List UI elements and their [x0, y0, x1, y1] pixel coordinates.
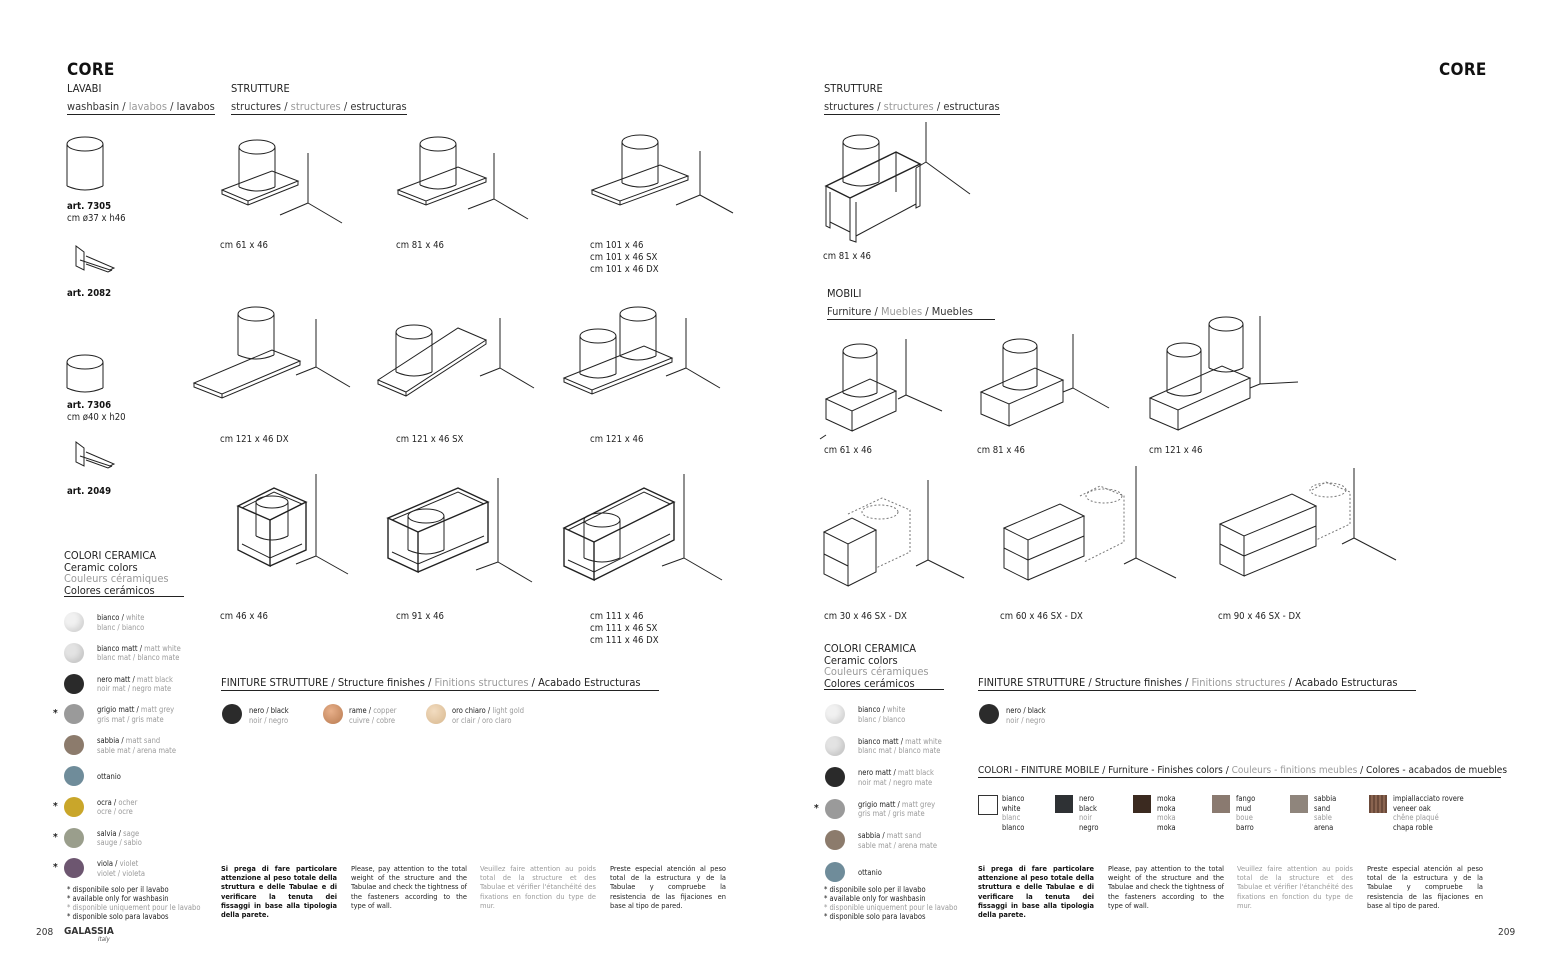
furniture-caption: cm 30 x 46 SX - DX [824, 611, 907, 622]
ceramic-swatch-ocra [64, 797, 84, 817]
structure-finishes-heading: FINITURE STRUTTURE / Structure finishes / Finitions structures / Acabado Estructuras [978, 676, 1416, 691]
finishes-title-fr: Finitions structures [434, 676, 529, 689]
strutture-sub-en: structures [231, 100, 282, 113]
article-code: art. 2082 [67, 288, 112, 299]
finish-swatch-light-gold [426, 704, 446, 724]
ceramic-swatch-bianco [64, 612, 84, 632]
mobili-sub-fr: Muebles [880, 305, 923, 318]
finishes-title-en: Structure finishes [337, 676, 425, 689]
note-line: * disponible solo para lavabos [824, 912, 926, 921]
strutture-sub-es: estructuras [350, 100, 407, 113]
page-number-left: 208 [36, 927, 54, 938]
ceramic-colors-fr: Couleurs céramiques [824, 665, 929, 678]
finishes-title-fr: Finitions structures [1191, 676, 1286, 689]
structure-121-dx-drawing [192, 305, 352, 405]
structure-121-double-drawing [562, 304, 727, 409]
ceramic-swatch-label: bianco / white blanc / bianco [97, 613, 145, 632]
washbasin-7306-drawing [66, 354, 106, 396]
warning-fr: Veuillez faire attention au poids total de la structure et des Tabulae et vérifier l'étanchéité des fixations en fonction du type de mur. [1237, 864, 1353, 910]
ceramic-swatch-label: grigio matt / matt grey gris mat / gris mate [858, 799, 936, 818]
ceramic-swatch-label: ottanio [97, 772, 121, 781]
ceramic-swatch-sabbia [825, 830, 845, 850]
structure-61-drawing [220, 135, 345, 230]
caption-line: cm 101 x 46 DX [590, 264, 659, 275]
furniture-caption: cm 60 x 46 SX - DX [1000, 611, 1083, 622]
ceramic-swatch-label: nero matt / matt black noir mat / negro mate [97, 674, 173, 694]
warning-fr: Veuillez faire attention au poids total de la structure et des Tabulae et vérifier l'étanchéité des fixations en fonction du type de mur. [480, 864, 596, 910]
furniture-90-drawing [1216, 468, 1401, 598]
structure-111-drawing [562, 474, 727, 589]
frame-structure-81-drawing [822, 122, 977, 247]
furniture-30-drawing [820, 478, 970, 603]
structure-caption: cm 121 x 46 SX [396, 434, 464, 445]
bracket-2082-drawing [72, 244, 117, 276]
lavabi-sub-es: lavabos [176, 100, 215, 113]
ceramic-swatch-label: bianco / white blanc / blanco [858, 705, 906, 724]
ceramic-swatch-label: bianco matt / matt white blanc mat / blanco mate [97, 643, 181, 663]
article-dimensions: cm ø40 x h20 [67, 412, 126, 423]
washbasin-7305-drawing [66, 136, 106, 196]
warning-en: Please, pay attention to the total weight of the structure and the Tabulae and check the tightness of the fasteners according to the type of wall. [351, 864, 467, 910]
finish-label: nero / black noir / negro [1006, 706, 1046, 725]
mobile-head-it: COLORI - FINITURE MOBILE [978, 765, 1100, 776]
structure-caption [590, 240, 659, 276]
mobili-subtitle: Furniture / Muebles / Muebles [827, 305, 995, 320]
strutture-subtitle: structures / structures / estructuras [231, 100, 407, 113]
finishes-title-es: Acabado Estructuras [538, 676, 641, 689]
warning-en: Please, pay attention to the total weight of the structure and the Tabulae and check the tightness of the fasteners according to the type of wall. [1108, 864, 1224, 910]
furniture-finish-swatch-nero [1055, 795, 1073, 813]
ceramic-swatch-label: viola / violet violet / violeta [97, 859, 146, 878]
ceramic-swatch-bianco-matt [64, 643, 84, 663]
ceramic-colors-title: COLORI CERAMICA [64, 549, 157, 562]
structure-caption: cm 81 x 46 [396, 240, 444, 251]
availability-star-icon: * [814, 802, 819, 814]
warning-es: Preste especial atención al peso total de la estructura y de la Tabulae y compruebe la resistencia de las fijaciones en base al tipo de pared. [610, 864, 726, 910]
structure-81-drawing [396, 135, 531, 230]
furniture-finish-swatch-fango [1212, 795, 1230, 813]
strutture-heading-right [824, 82, 1000, 115]
brand-sub: Italy [98, 936, 110, 943]
finish-swatch-black [222, 704, 242, 724]
caption-line: cm 101 x 46 SX [590, 252, 658, 263]
ceramic-swatch-bianco [825, 704, 845, 724]
ceramic-swatch-label: bianco matt / matt white blanc mat / blanco mate [858, 736, 942, 755]
structure-caption: cm 91 x 46 [396, 611, 444, 622]
article-code: art. 2049 [67, 486, 112, 497]
ceramic-colors-en: Ceramic colors [824, 653, 898, 667]
structure-121-sx-drawing [376, 310, 536, 405]
strutture-sub-es: estructuras [943, 100, 1000, 113]
finish-label: nero / black noir / negro [249, 706, 289, 725]
ceramic-swatch-label: sabbia / matt sand sable mat / arena mate [858, 831, 937, 850]
lavabi-title: LAVABI [67, 82, 102, 95]
ceramic-swatch-label: grigio matt / matt grey gris mat / gris mate [97, 705, 175, 724]
ceramic-swatch-grigio-matt [825, 799, 845, 819]
strutture-title: STRUTTURE [231, 82, 290, 95]
ceramic-swatch-label: ottanio [858, 867, 882, 877]
ceramic-swatch-salvia [64, 828, 84, 848]
ceramic-swatch-label: salvia / sage sauge / sabio [97, 828, 142, 848]
structure-caption: cm 46 x 46 [220, 611, 268, 622]
mobili-title: MOBILI [827, 287, 862, 300]
ceramic-colors-title: COLORI CERAMICA [824, 642, 917, 655]
furniture-caption: cm 90 x 46 SX - DX [1218, 611, 1301, 622]
mobile-head-en: Furniture - Finishes colors [1108, 765, 1223, 776]
strutture-sub-fr: structures [290, 100, 341, 113]
note-line: * disponible uniquement pour le lavabo [824, 903, 958, 912]
furniture-121-drawing [1146, 312, 1306, 437]
availability-notes [824, 885, 957, 921]
ceramic-colors-heading [64, 550, 184, 597]
structure-caption: cm 121 x 46 DX [220, 434, 289, 445]
ceramic-swatch-label: nero matt / matt black noir mat / negro mate [858, 768, 934, 787]
left-page-title: CORE [67, 60, 115, 80]
furniture-caption: cm 81 x 46 [977, 445, 1025, 456]
structure-caption: cm 121 x 46 [590, 434, 644, 445]
warning-it: Si prega di fare particolare attenzione al peso totale della struttura e delle Tabulae e di verificare la tenuta dei fissaggi in base alla tipologia della parete. [978, 864, 1094, 920]
finish-swatch-black [979, 704, 999, 724]
furniture-caption: cm 61 x 46 [824, 445, 872, 456]
structure-46-drawing [236, 472, 351, 587]
ceramic-swatch-bianco-matt [825, 736, 845, 756]
bracket-2049-drawing [72, 440, 117, 472]
note-line: * disponible uniquement pour le lavabo [67, 903, 201, 912]
furniture-81-drawing [973, 330, 1113, 440]
mobili-sub-es: Muebles [931, 305, 973, 318]
brand-logo: GALASSIA [64, 926, 114, 937]
right-page-title: CORE [1439, 60, 1487, 80]
furniture-61-drawing [818, 335, 948, 445]
mobili-heading [827, 287, 995, 320]
ceramic-colors-fr: Couleurs céramiques [64, 572, 169, 585]
lavabi-sub-en: washbasin [67, 100, 120, 113]
finish-label: oro chiaro / light gold or clair / oro claro [452, 706, 524, 725]
finishes-title-it: FINITURE STRUTTURE [978, 676, 1086, 689]
structure-caption: cm 81 x 46 [823, 251, 871, 262]
furniture-finish-swatch-moka [1133, 795, 1151, 813]
article-code: art. 7306 [67, 400, 112, 411]
finishes-title-en: Structure finishes [1094, 676, 1182, 689]
note-line: * disponibile solo per il lavabo [824, 885, 926, 894]
availability-star-icon: * [53, 800, 58, 812]
ceramic-colors-es: Colores cerámicos [64, 585, 184, 598]
warning-es: Preste especial atención al peso total de la estructura y de la Tabulae y compruebe la resistencia de las fijaciones en base al tipo de pared. [1367, 864, 1483, 910]
strutture-sub-fr: structures [883, 100, 934, 113]
ceramic-swatch-sabbia [64, 735, 84, 755]
ceramic-colors-en: Ceramic colors [64, 560, 138, 574]
availability-star-icon: * [53, 831, 58, 843]
ceramic-colors-heading [824, 643, 944, 690]
furniture-caption: cm 121 x 46 [1149, 445, 1203, 456]
furniture-finish-label: fango mud boue barro [1236, 794, 1256, 832]
ceramic-swatch-nero-matt [64, 674, 84, 694]
ceramic-swatch-label: ocra / ocher ocre / ocre [97, 797, 138, 817]
strutture-title: STRUTTURE [824, 82, 883, 95]
furniture-finish-label: impiallacciato rovere veneer oak chêne plaqué chapa roble [1393, 794, 1464, 832]
caption-line: cm 111 x 46 [590, 611, 644, 622]
strutture-subtitle: structures / structures / estructuras [824, 100, 1000, 113]
furniture-finish-label: bianco white blanc blanco [1002, 794, 1025, 832]
page-number-right: 209 [1498, 927, 1516, 938]
article-code: art. 7305 [67, 201, 112, 212]
caption-line: cm 111 x 46 DX [590, 635, 659, 646]
finishes-title-it: FINITURE STRUTTURE [221, 676, 329, 689]
warning-it: Si prega di fare particolare attenzione al peso totale della struttura e delle Tabulae e di verificare la tenuta dei fissaggi in base alla tipologia della parete. [221, 864, 337, 920]
structure-91-drawing [386, 478, 536, 588]
finish-label: rame / copper cuivre / cobre [349, 706, 397, 725]
article-dimensions: cm ø37 x h46 [67, 213, 126, 224]
mobili-sub-en: Furniture [827, 305, 872, 318]
strutture-sub-en: structures [824, 100, 875, 113]
caption-line: cm 111 x 46 SX [590, 623, 658, 634]
ceramic-swatch-viola [64, 858, 84, 878]
finish-swatch-copper [323, 704, 343, 724]
furniture-finish-label: moka moka moka moka [1157, 794, 1176, 832]
strutture-heading-left [231, 82, 407, 115]
availability-star-icon: * [53, 862, 58, 874]
ceramic-swatch-ottanio [64, 766, 84, 786]
lavabi-sub-fr: lavabos [128, 100, 167, 113]
structure-101-drawing [590, 133, 735, 228]
ceramic-swatch-grigio-matt [64, 704, 84, 724]
note-line: * available only for washbasin [824, 894, 926, 903]
caption-line: cm 101 x 46 [590, 240, 644, 251]
mobile-head-es: Colores - acabados de muebles [1366, 765, 1508, 776]
lavabi-subtitle: washbasin / lavabos / lavabos [67, 100, 215, 113]
ceramic-colors-es: Colores cerámicos [824, 678, 944, 691]
furniture-finish-swatch-sabbia [1290, 795, 1308, 813]
ceramic-swatch-nero-matt [825, 767, 845, 787]
furniture-finishes-heading: COLORI - FINITURE MOBILE / Furniture - Finishes colors / Couleurs - finitions meubles / Colores - acabados de muebles [978, 765, 1508, 776]
structure-caption [590, 611, 659, 647]
furniture-finish-label: sabbia sand sable arena [1314, 794, 1337, 832]
ceramic-swatch-ottanio [825, 862, 845, 882]
ceramic-swatch-label: sabbia / matt sand sable mat / arena mate [97, 736, 176, 755]
structure-caption: cm 61 x 46 [220, 240, 268, 251]
furniture-60-drawing [1000, 466, 1180, 596]
mobile-head-fr: Couleurs - finitions meubles [1231, 765, 1358, 776]
furniture-finish-label: nero black noir negro [1079, 794, 1099, 832]
lavabi-heading [67, 82, 215, 115]
furniture-finish-swatch-bianco [978, 795, 998, 815]
note-line: * disponibile solo per il lavabo [67, 885, 169, 894]
structure-finishes-heading: FINITURE STRUTTURE / Structure finishes / Finitions structures / Acabado Estructuras [221, 676, 659, 691]
note-line: * available only for washbasin [67, 894, 169, 903]
finishes-title-es: Acabado Estructuras [1295, 676, 1398, 689]
availability-notes [67, 885, 200, 921]
furniture-finish-swatch-impiallacciato-rovere [1369, 795, 1387, 813]
availability-star-icon: * [53, 708, 58, 720]
note-line: * disponible solo para lavabos [67, 912, 169, 921]
